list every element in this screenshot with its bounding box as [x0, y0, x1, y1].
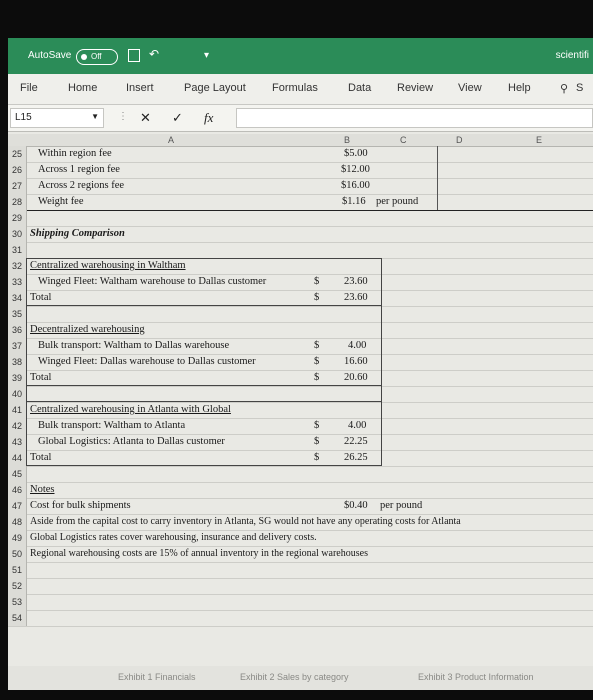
cell-a26[interactable]: Across 1 region fee [38, 164, 120, 175]
tab-formulas[interactable]: Formulas [272, 82, 318, 94]
save-icon[interactable] [128, 49, 140, 62]
cell-a46[interactable]: Notes [30, 484, 55, 495]
row-number[interactable]: 52 [8, 578, 27, 594]
col-header-a[interactable]: A [168, 135, 175, 145]
currency-sign: $ [314, 452, 320, 463]
autosave-state: Off [91, 52, 102, 61]
autosave-toggle[interactable] [76, 49, 118, 65]
cell-a27[interactable]: Across 2 regions fee [38, 180, 125, 191]
row-number[interactable]: 35 [8, 306, 27, 322]
tab-home[interactable]: Home [68, 82, 98, 94]
confirm-icon[interactable]: ✓ [172, 110, 183, 125]
row-number[interactable]: 46 [8, 482, 27, 498]
col-header-e[interactable]: E [536, 135, 543, 145]
row-number[interactable]: 45 [8, 466, 27, 482]
row-number[interactable]: 26 [8, 162, 27, 178]
tab-insert[interactable]: Insert [126, 82, 154, 94]
currency-sign: $ [314, 356, 320, 367]
chevron-down-icon[interactable]: ▼ [91, 112, 99, 121]
row-number[interactable]: 27 [8, 178, 27, 194]
row-number[interactable]: 43 [8, 434, 27, 450]
cell-b38[interactable]: 16.60 [344, 356, 368, 367]
cell-a44[interactable]: Total [30, 452, 52, 463]
customize-qat-icon[interactable]: ▾ [204, 50, 210, 61]
currency-sign: $ [314, 340, 320, 351]
row-number[interactable]: 32 [8, 258, 27, 274]
col-header-b[interactable]: B [344, 135, 351, 145]
divider [26, 401, 382, 402]
row-number[interactable]: 49 [8, 530, 27, 546]
sheet-tabs [8, 666, 593, 690]
table-row [8, 594, 593, 611]
currency-sign: $ [314, 276, 320, 287]
cell-a50[interactable]: Regional warehousing costs are 15% of annual inventory in the regional warehouses [30, 548, 368, 559]
sheet-tab-sales[interactable]: Exhibit 2 Sales by category [240, 672, 349, 682]
search-label[interactable]: S [576, 82, 584, 94]
row-number[interactable]: 34 [8, 290, 27, 306]
cell-c47[interactable]: per pound [380, 500, 423, 511]
row-number[interactable]: 28 [8, 194, 27, 210]
row-number[interactable]: 29 [8, 210, 27, 226]
cell-b25[interactable]: $5.00 [344, 148, 368, 159]
currency-sign: $ [314, 292, 320, 303]
fee-table-border [26, 146, 438, 210]
row-number[interactable]: 39 [8, 370, 27, 386]
cell-b42[interactable]: 4.00 [348, 420, 367, 431]
worksheet-grid[interactable] [8, 146, 593, 666]
tab-view[interactable]: View [458, 82, 482, 94]
row-number[interactable]: 50 [8, 546, 27, 562]
row-number[interactable]: 47 [8, 498, 27, 514]
cell-b43[interactable]: 22.25 [344, 436, 368, 447]
cell-b34[interactable]: 23.60 [344, 292, 368, 303]
cell-b28[interactable]: $1.16 [342, 196, 366, 207]
cell-a43[interactable]: Global Logistics: Atlanta to Dallas customer [38, 436, 225, 447]
currency-sign: $ [314, 420, 320, 431]
cell-a36[interactable]: Decentralized warehousing [30, 324, 145, 335]
row-number[interactable]: 54 [8, 610, 27, 626]
cell-a38[interactable]: Winged Fleet: Dallas warehouse to Dallas customer [38, 356, 256, 367]
row-number[interactable]: 51 [8, 562, 27, 578]
cell-b26[interactable]: $12.00 [341, 164, 370, 175]
sheet-tab-financials[interactable]: Exhibit 1 Financials [118, 672, 196, 682]
cancel-icon[interactable]: ✕ [140, 110, 151, 125]
drag-handle-icon[interactable]: ⋮ [118, 111, 128, 122]
col-header-c[interactable]: C [400, 135, 407, 145]
currency-sign: $ [314, 436, 320, 447]
table-row [8, 210, 593, 227]
row-number[interactable]: 41 [8, 402, 27, 418]
row-number[interactable]: 36 [8, 322, 27, 338]
row-number[interactable]: 40 [8, 386, 27, 402]
undo-icon[interactable]: ↶ [149, 47, 160, 61]
row-number[interactable]: 30 [8, 226, 27, 242]
cell-a34[interactable]: Total [30, 292, 52, 303]
cell-b39[interactable]: 20.60 [344, 372, 368, 383]
cell-a25[interactable]: Within region fee [38, 148, 112, 159]
table-row [8, 610, 593, 627]
row-number[interactable]: 38 [8, 354, 27, 370]
divider [26, 305, 382, 306]
cell-a41[interactable]: Centralized warehousing in Atlanta with Global [30, 404, 231, 415]
row-number[interactable]: 44 [8, 450, 27, 466]
cell-a28[interactable]: Weight fee [38, 196, 84, 207]
cell-a49[interactable]: Global Logistics rates cover warehousing, insurance and delivery costs. [30, 532, 317, 543]
table-row [8, 514, 593, 531]
cell-a48[interactable]: Aside from the capital cost to carry inventory in Atlanta, SG would not have any operating costs for Atlanta [30, 516, 461, 527]
search-icon[interactable]: ⚲ [560, 83, 569, 95]
table-row [8, 530, 593, 547]
sheet-tab-product[interactable]: Exhibit 3 Product Information [418, 672, 534, 682]
workbook-title: scientifi [555, 50, 589, 61]
name-box-value: L15 [15, 112, 32, 123]
currency-sign: $ [314, 372, 320, 383]
table-row [8, 562, 593, 579]
tab-help[interactable]: Help [508, 82, 531, 94]
tab-data[interactable]: Data [348, 82, 372, 94]
table-row [8, 242, 593, 259]
cell-a32[interactable]: Centralized warehousing in Waltham [30, 260, 186, 271]
table-row [8, 466, 593, 483]
insert-function-icon[interactable]: fx [204, 110, 214, 125]
table-row [8, 578, 593, 595]
col-header-d[interactable]: D [456, 135, 463, 145]
excel-window [8, 38, 593, 690]
table-row [8, 482, 593, 499]
row-number[interactable]: 48 [8, 514, 27, 530]
divider [26, 385, 382, 386]
row-number[interactable]: 37 [8, 338, 27, 354]
tab-page-layout[interactable]: Page Layout [184, 82, 246, 94]
ribbon-tabs [8, 74, 593, 105]
cell-a33[interactable]: Winged Fleet: Waltham warehouse to Dallas customer [38, 276, 267, 287]
cell-a42[interactable]: Bulk transport: Waltham to Atlanta [38, 420, 186, 431]
row-number[interactable]: 31 [8, 242, 27, 258]
cell-a39[interactable]: Total [30, 372, 52, 383]
cell-a47[interactable]: Cost for bulk shipments [30, 500, 131, 511]
table-row [8, 498, 593, 515]
row-number[interactable]: 53 [8, 594, 27, 610]
table-row [8, 226, 593, 243]
row-number[interactable]: 42 [8, 418, 27, 434]
formula-input[interactable] [236, 108, 593, 128]
name-box[interactable] [10, 108, 104, 128]
row-number[interactable]: 33 [8, 274, 27, 290]
cell-b37[interactable]: 4.00 [348, 340, 367, 351]
tab-review[interactable]: Review [397, 82, 434, 94]
row-number[interactable]: 25 [8, 146, 27, 162]
cell-b44[interactable]: 26.25 [344, 452, 368, 463]
cell-b27[interactable]: $16.00 [341, 180, 370, 191]
cell-c28[interactable]: per pound [376, 196, 419, 207]
tab-file[interactable]: File [20, 82, 38, 94]
title-bar [8, 38, 593, 74]
comparison-table-border [26, 258, 382, 466]
table-row [8, 546, 593, 563]
formula-bar [8, 105, 593, 132]
toggle-knob [81, 54, 87, 60]
cell-a30[interactable]: Shipping Comparison [30, 228, 125, 239]
cell-b47[interactable]: $0.40 [344, 500, 368, 511]
cell-a37[interactable]: Bulk transport: Waltham to Dallas warehouse [38, 340, 230, 351]
cell-b33[interactable]: 23.60 [344, 276, 368, 287]
autosave-label: AutoSave [28, 50, 72, 61]
